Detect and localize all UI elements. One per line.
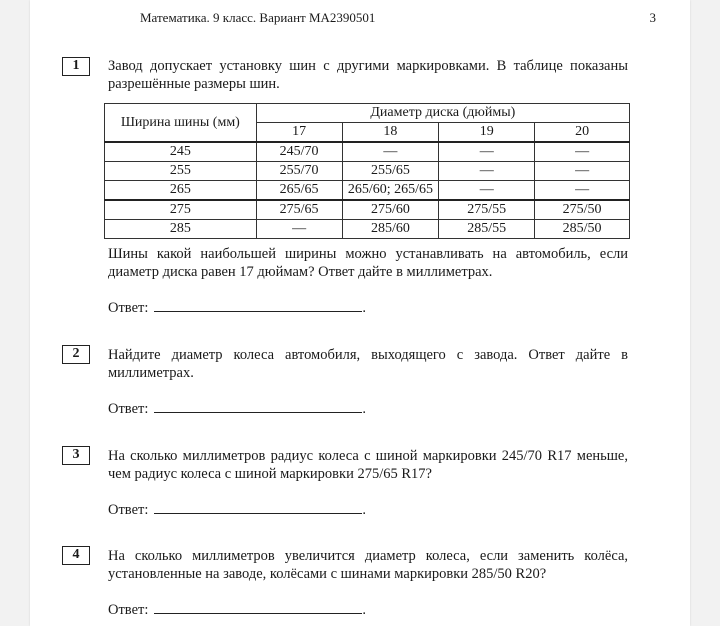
size-cell: — xyxy=(439,142,535,162)
size-cell: 275/60 xyxy=(342,200,439,220)
size-cell: 285/55 xyxy=(439,220,535,239)
size-cell: 285/60 xyxy=(342,220,439,239)
answer-end: . xyxy=(362,401,366,417)
width-cell: 265 xyxy=(105,181,257,201)
question-2-text: Найдите диаметр колеса автомобиля, выходящего с завода. Ответ дайте в миллиметрах. xyxy=(108,347,628,381)
answer-end: . xyxy=(362,502,366,518)
answer-1-field[interactable] xyxy=(154,301,362,312)
answer-1 xyxy=(108,300,366,317)
answer-label: Ответ: xyxy=(108,502,149,518)
size-cell: — xyxy=(439,162,535,181)
diameter-19: 19 xyxy=(439,123,535,143)
size-cell: — xyxy=(535,142,630,162)
tire-size-table xyxy=(104,103,630,239)
table-header-row xyxy=(105,104,630,123)
question-number-2: 2 xyxy=(62,345,90,364)
width-cell: 275 xyxy=(105,200,257,220)
answer-3 xyxy=(108,502,366,519)
answer-label: Ответ: xyxy=(108,602,149,618)
size-cell: 275/55 xyxy=(439,200,535,220)
size-cell: — xyxy=(342,142,439,162)
size-cell: — xyxy=(535,181,630,201)
page-header xyxy=(140,10,660,26)
size-cell: 275/65 xyxy=(256,200,342,220)
page-number: 3 xyxy=(649,10,656,25)
question-number-4: 4 xyxy=(62,546,90,565)
width-cell: 245 xyxy=(105,142,257,162)
question-4-text: На сколько миллиметров увеличится диаметр колеса, если заменить колёса, установленные на заводе, колёсами с шинами маркировки 285/50 R20? xyxy=(108,548,628,582)
diameter-18: 18 xyxy=(342,123,439,143)
answer-label: Ответ: xyxy=(108,401,149,417)
answer-2 xyxy=(108,401,366,418)
size-cell: 255/65 xyxy=(342,162,439,181)
table-row xyxy=(105,162,630,181)
size-cell: — xyxy=(439,181,535,201)
size-cell: 245/70 xyxy=(256,142,342,162)
header-title: Математика. 9 класс. Вариант МА2390501 xyxy=(140,10,376,25)
question-3-text: На сколько миллиметров радиус колеса с шиной маркировки 245/70 R17 меньше, чем радиус колеса с шиной маркировки 275/65 R17? xyxy=(108,448,628,482)
size-cell: — xyxy=(256,220,342,239)
table-row xyxy=(105,200,630,220)
answer-end: . xyxy=(362,602,366,618)
question-1-followup: Шины какой наибольшей ширины можно устанавливать на автомобиль, если диаметр диска равен 17 дюймам? Ответ дайте в миллиметрах. xyxy=(108,246,628,280)
answer-3-field[interactable] xyxy=(154,503,362,514)
width-header: Ширина шины (мм) xyxy=(105,104,257,143)
diameter-header: Диаметр диска (дюймы) xyxy=(256,104,629,123)
answer-label: Ответ: xyxy=(108,300,149,316)
table-row xyxy=(105,220,630,239)
question-number-1: 1 xyxy=(62,57,90,76)
size-cell: — xyxy=(535,162,630,181)
size-cell: 265/60; 265/65 xyxy=(342,181,439,201)
answer-2-field[interactable] xyxy=(154,402,362,413)
size-cell: 255/70 xyxy=(256,162,342,181)
size-cell: 275/50 xyxy=(535,200,630,220)
diameter-20: 20 xyxy=(535,123,630,143)
table-row xyxy=(105,142,630,162)
width-cell: 285 xyxy=(105,220,257,239)
question-1-text: Завод допускает установку шин с другими маркировками. В таблице показаны разрешённые размеры шин. xyxy=(108,58,628,92)
question-number-3: 3 xyxy=(62,446,90,465)
diameter-17: 17 xyxy=(256,123,342,143)
size-cell: 265/65 xyxy=(256,181,342,201)
answer-4 xyxy=(108,602,366,619)
answer-end: . xyxy=(362,300,366,316)
size-cell: 285/50 xyxy=(535,220,630,239)
width-cell: 255 xyxy=(105,162,257,181)
answer-4-field[interactable] xyxy=(154,603,362,614)
table-row xyxy=(105,181,630,201)
